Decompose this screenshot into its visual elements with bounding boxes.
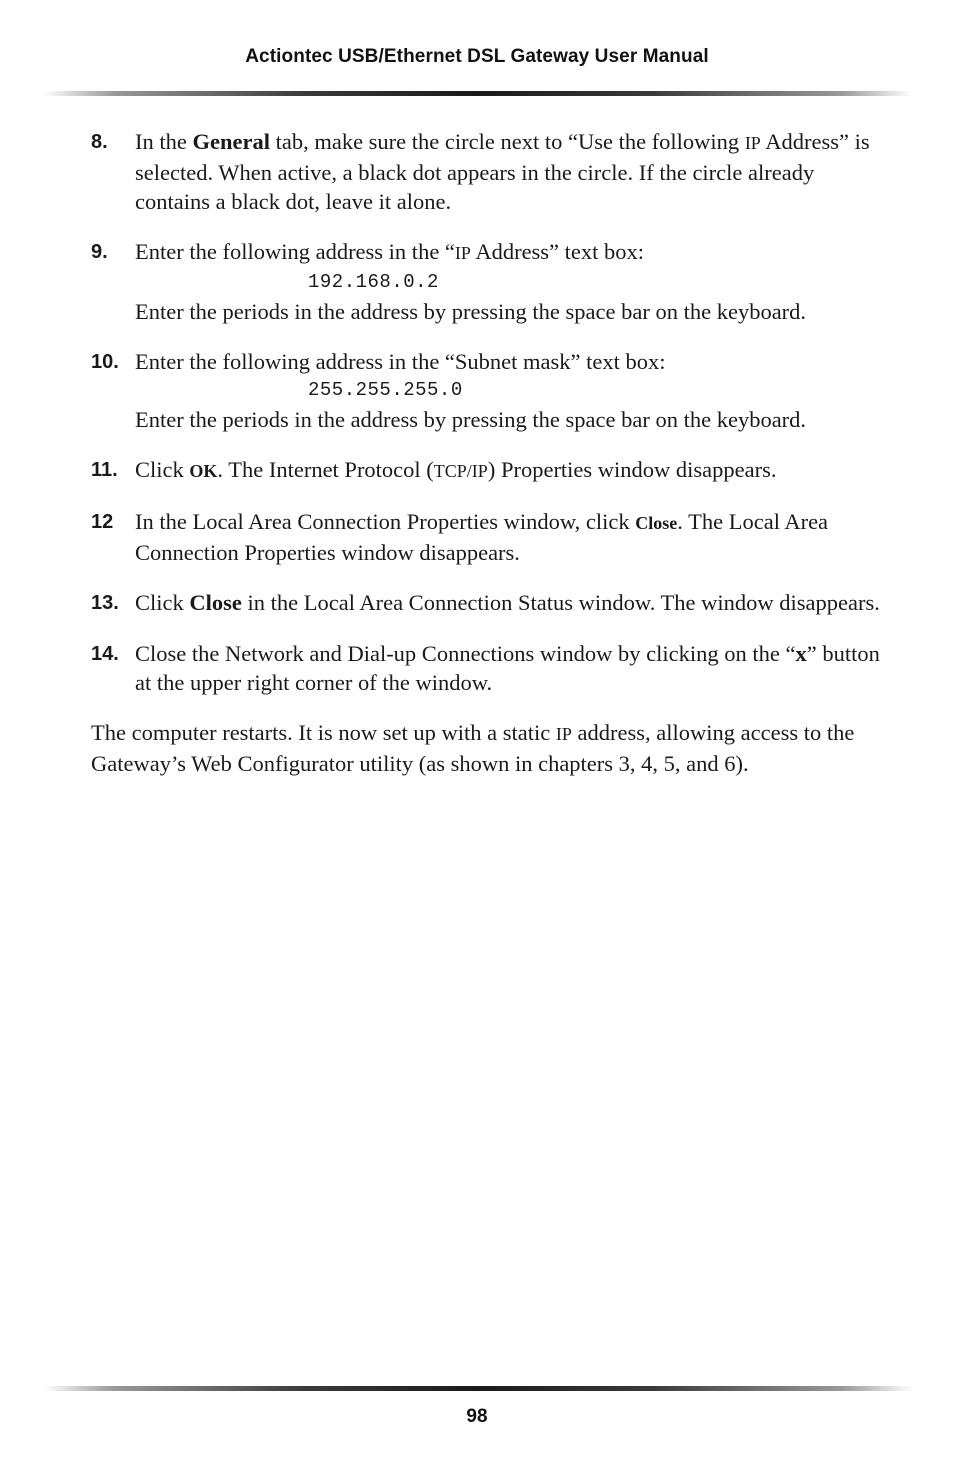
step-number: 8. (91, 131, 108, 153)
text-run: ) Properties window disappears. (487, 457, 777, 482)
text-run: . The Internet Protocol ( (217, 457, 434, 482)
header-rule (44, 91, 912, 96)
step-number: 13. (91, 592, 119, 614)
step-8 (91, 127, 881, 216)
step-text (135, 507, 881, 567)
ui-term-close: Close (635, 513, 678, 533)
text-run: Close the Network and Dial-up Connections window by clicking on the “ (135, 641, 796, 666)
step-text (135, 639, 881, 697)
step-14 (91, 639, 881, 697)
text-run: The computer restarts. It is now set up with a static (91, 720, 556, 745)
ui-term-x: x (795, 641, 807, 666)
ip-address-value: 192.168.0.2 (308, 271, 439, 293)
ui-term-close: Close (189, 590, 242, 615)
step-note: Enter the periods in the address by pressing the space bar on the keyboard. (135, 299, 807, 324)
step-note: Enter the periods in the address by pressing the space bar on the keyboard. (135, 407, 807, 432)
closing-paragraph (91, 718, 881, 778)
running-header: Actiontec USB/Ethernet DSL Gateway User Manual (245, 46, 709, 67)
step-number: 12 (91, 511, 114, 533)
abbr-ip: IP (454, 243, 471, 263)
abbr-ip: IP (555, 724, 572, 744)
step-text (135, 455, 881, 486)
step-number: 10. (91, 351, 119, 373)
step-text (135, 127, 881, 216)
footer-rule (44, 1386, 912, 1391)
ui-term-ok: OK (189, 461, 218, 481)
page-number: 98 (466, 1406, 488, 1427)
step-text (135, 237, 881, 326)
text-run: In the Local Area Connection Properties window, click (135, 509, 636, 534)
step-13 (91, 588, 881, 618)
step-text (135, 588, 881, 618)
abbr-tcpip: TCP/IP (433, 461, 488, 481)
step-number: 11. (91, 459, 118, 481)
text-run: address, allowing access to the Gateway’s Web Configurator utility (as shown in chapters 3, 4, 5, and 6). (91, 720, 855, 776)
step-number: 14. (91, 643, 119, 665)
text-run: . The Local Area Connection Properties window disappears. (135, 509, 829, 565)
text-run: Enter the following address in the “ (135, 239, 455, 264)
text-run: Address” is selected. When active, a black dot appears in the circle. If the circle already contains a black dot, leave it alone. (135, 129, 870, 214)
text-run: Enter the following address in the “Subnet mask” text box: (135, 349, 666, 374)
step-number: 9. (91, 241, 108, 263)
page-body (91, 127, 881, 778)
text-run: Address” text box: (470, 239, 645, 264)
abbr-ip: IP (744, 133, 761, 153)
text-run: Click (135, 457, 190, 482)
step-12 (91, 507, 881, 567)
step-10 (91, 347, 881, 434)
step-text (135, 347, 881, 434)
step-9 (91, 237, 881, 326)
step-11 (91, 455, 881, 486)
text-run: tab, make sure the circle next to “Use the following (269, 129, 745, 154)
text-run: ” button at the upper right corner of the window. (135, 641, 880, 695)
text-run: in the Local Area Connection Status window. The window disappears. (241, 590, 880, 615)
ui-term-general: General (192, 129, 270, 154)
subnet-mask-value: 255.255.255.0 (308, 379, 463, 401)
text-run: Click (135, 590, 190, 615)
text-run: In the (135, 129, 193, 154)
